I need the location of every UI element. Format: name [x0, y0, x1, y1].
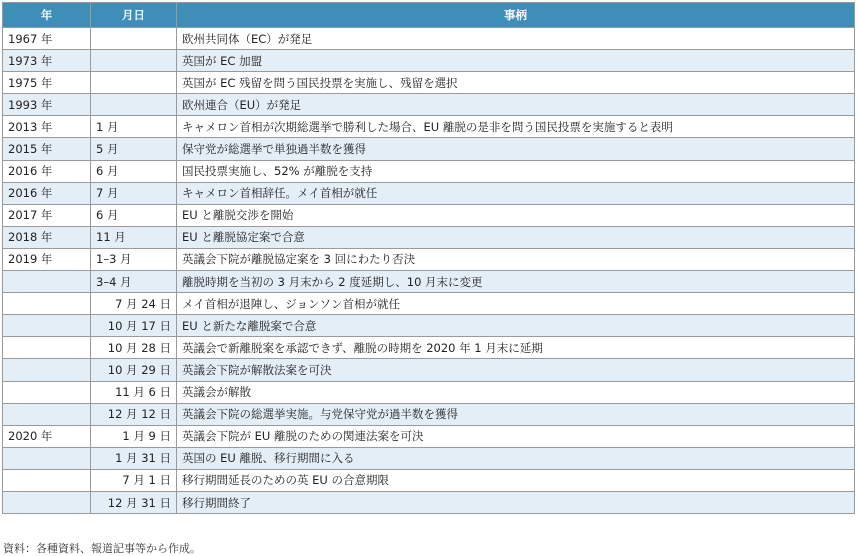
table-row	[3, 182, 855, 204]
year-cell	[3, 381, 91, 403]
event-cell: 英国が EC 残留を問う国民投票を実施し、残留を選択	[177, 72, 855, 94]
table-row	[3, 94, 855, 116]
table-row	[3, 72, 855, 94]
year-cell	[3, 447, 91, 469]
header-date: 月日	[91, 3, 177, 28]
event-cell: 国民投票実施し、52% が離脱を支持	[177, 160, 855, 182]
date-cell	[91, 94, 177, 116]
table-row	[3, 469, 855, 491]
event-cell: 保守党が総選挙で単独過半数を獲得	[177, 138, 855, 160]
date-cell: 3–4 月	[91, 271, 177, 293]
table-row	[3, 138, 855, 160]
year-cell: 1993 年	[3, 94, 91, 116]
date-cell: 1 月	[91, 116, 177, 138]
date-cell: 1–3 月	[91, 248, 177, 270]
table-row	[3, 28, 855, 50]
date-cell: 10 月 17 日	[91, 315, 177, 337]
header-year: 年	[3, 3, 91, 28]
date-cell: 10 月 28 日	[91, 337, 177, 359]
date-cell: 12 月 12 日	[91, 403, 177, 425]
year-cell: 2015 年	[3, 138, 91, 160]
year-cell	[3, 469, 91, 491]
year-cell	[3, 315, 91, 337]
event-cell: 英議会下院が解散法案を可決	[177, 359, 855, 381]
date-cell: 12 月 31 日	[91, 491, 177, 513]
table-row	[3, 403, 855, 425]
event-cell: 離脱時期を当初の 3 月末から 2 度延期し、10 月末に変更	[177, 271, 855, 293]
date-cell: 6 月	[91, 160, 177, 182]
event-cell: 英議会下院の総選挙実施。与党保守党が過半数を獲得	[177, 403, 855, 425]
table-row	[3, 315, 855, 337]
event-cell: 移行期間終了	[177, 491, 855, 513]
date-cell: 7 月	[91, 182, 177, 204]
date-cell: 11 月 6 日	[91, 381, 177, 403]
event-cell: 英議会が解散	[177, 381, 855, 403]
year-cell: 2019 年	[3, 248, 91, 270]
year-cell	[3, 271, 91, 293]
table-row	[3, 337, 855, 359]
table-row	[3, 248, 855, 270]
table-row	[3, 359, 855, 381]
table-row	[3, 50, 855, 72]
year-cell	[3, 403, 91, 425]
event-cell: キャメロン首相が次期総選挙で勝利した場合、EU 離脱の是非を問う国民投票を実施すると表明	[177, 116, 855, 138]
table-body	[3, 28, 855, 514]
year-cell: 1975 年	[3, 72, 91, 94]
year-cell: 2020 年	[3, 425, 91, 447]
date-cell: 10 月 29 日	[91, 359, 177, 381]
year-cell	[3, 293, 91, 315]
year-cell: 2016 年	[3, 160, 91, 182]
date-cell: 11 月	[91, 226, 177, 248]
year-cell: 2013 年	[3, 116, 91, 138]
year-cell	[3, 337, 91, 359]
table-row	[3, 447, 855, 469]
event-cell: 英国が EC 加盟	[177, 50, 855, 72]
event-cell: EU と新たな離脱案で合意	[177, 315, 855, 337]
year-cell: 2018 年	[3, 226, 91, 248]
table-row	[3, 293, 855, 315]
year-cell	[3, 359, 91, 381]
date-cell	[91, 28, 177, 50]
date-cell: 1 月 31 日	[91, 447, 177, 469]
date-cell: 5 月	[91, 138, 177, 160]
year-cell: 2016 年	[3, 182, 91, 204]
event-cell: 英議会下院が EU 離脱のための関連法案を可決	[177, 425, 855, 447]
header-row	[3, 3, 855, 28]
event-cell: 英議会で新離脱案を承認できず、離脱の時期を 2020 年 1 月末に延期	[177, 337, 855, 359]
table-row	[3, 381, 855, 403]
date-cell: 7 月 1 日	[91, 469, 177, 491]
event-cell: メイ首相が退陣し、ジョンソン首相が就任	[177, 293, 855, 315]
year-cell	[3, 491, 91, 513]
event-cell: 欧州連合（EU）が発足	[177, 94, 855, 116]
table-row	[3, 116, 855, 138]
event-cell: 移行期間延長のための英 EU の合意期限	[177, 469, 855, 491]
table-row	[3, 425, 855, 447]
date-cell	[91, 72, 177, 94]
date-cell: 6 月	[91, 204, 177, 226]
event-cell: 英議会下院が離脱協定案を 3 回にわたり否決	[177, 248, 855, 270]
date-cell: 7 月 24 日	[91, 293, 177, 315]
table-row	[3, 226, 855, 248]
date-cell	[91, 50, 177, 72]
table-row	[3, 271, 855, 293]
year-cell: 1967 年	[3, 28, 91, 50]
table-row	[3, 204, 855, 226]
brexit-timeline-table	[2, 2, 855, 514]
event-cell: キャメロン首相辞任。メイ首相が就任	[177, 182, 855, 204]
event-cell: 欧州共同体（EC）が発足	[177, 28, 855, 50]
header-event: 事柄	[177, 3, 855, 28]
event-cell: EU と離脱協定案で合意	[177, 226, 855, 248]
table-row	[3, 160, 855, 182]
year-cell: 1973 年	[3, 50, 91, 72]
source-note: 資料：各種資料、報道記事等から作成。	[3, 542, 201, 555]
table-row	[3, 491, 855, 513]
date-cell: 1 月 9 日	[91, 425, 177, 447]
event-cell: EU と離脱交渉を開始	[177, 204, 855, 226]
event-cell: 英国の EU 離脱、移行期間に入る	[177, 447, 855, 469]
year-cell: 2017 年	[3, 204, 91, 226]
